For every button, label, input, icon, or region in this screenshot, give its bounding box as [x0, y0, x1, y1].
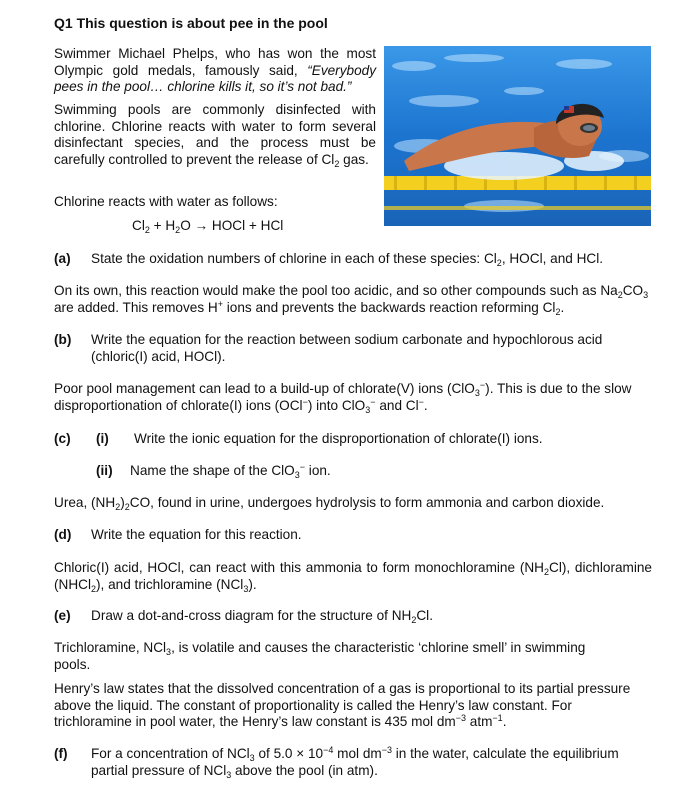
subscript: 3 — [166, 647, 172, 657]
subscript: 2 — [543, 567, 549, 577]
intro-paragraph-reaction: Chlorine reacts with water as follows: — [54, 194, 278, 209]
subscript: 2 — [91, 583, 97, 594]
superscript: −1 — [492, 713, 503, 724]
text: CO, found in urine, undergoes hydrolysis to form ammonia and carbon dioxide. — [129, 495, 605, 510]
text: Cl), dichloramine (NHCl — [54, 560, 652, 592]
text: Draw a dot-and-cross diagram for the structure of NH — [91, 608, 412, 623]
text: ). — [248, 576, 257, 592]
question-label: (d) — [54, 527, 72, 542]
text: . — [502, 714, 507, 730]
paragraph-trichloramine — [54, 640, 624, 673]
subscript: 3 — [294, 470, 300, 480]
intro-paragraph-phelps — [54, 46, 376, 96]
paragraph-buffer — [54, 283, 654, 316]
text: ) — [120, 495, 125, 510]
text: ). This is due to the slow disproportionation of chlorate(I) ions (OCl — [54, 381, 632, 413]
subscript: 2 — [496, 258, 502, 268]
subscript: 3 — [226, 769, 232, 780]
phelps-quote: “Everybody pees in the pool… chlorine kills it, so it’s not bad.” — [54, 62, 376, 95]
intro-text: Swimmer Michael Phelps, who has won the most Olympic gold medals, famously said, — [54, 46, 376, 78]
subquestion-text: Write the ionic equation for the disproportionation of chlorate(I) ions. — [134, 431, 543, 446]
text: + H — [149, 218, 176, 233]
question-label: (b) — [54, 332, 72, 347]
question-title: Q1 This question is about pee in the pool — [54, 15, 328, 31]
subscript: 3 — [249, 753, 255, 763]
text: gas. — [339, 151, 369, 167]
question-label: (c) — [54, 431, 71, 446]
subscript: 3 — [243, 583, 249, 594]
text: Write the equation for the reaction between sodium carbonate and hypochlorous acid — [91, 332, 603, 347]
text: Chloric(I) acid, HOCl, can react with this ammonia to form monochloramine (NH — [54, 560, 544, 575]
subscript: 2 — [411, 615, 417, 625]
superscript: −3 — [455, 713, 466, 724]
text: ), and trichloramine (NCl — [96, 576, 244, 592]
subscript: 2 — [115, 502, 121, 512]
intro-paragraph-chlorine — [54, 102, 376, 168]
superscript: − — [479, 380, 486, 390]
swimmer-photo — [384, 46, 651, 226]
text: atm — [465, 714, 493, 730]
subscript: 2 — [144, 225, 150, 235]
text: Urea, (NH — [54, 495, 116, 510]
text: ) into ClO — [307, 397, 366, 413]
text: mol dm — [333, 746, 382, 761]
superscript: − — [370, 396, 376, 407]
text: For a concentration of NCl — [91, 746, 250, 761]
subscript: 2 — [617, 290, 623, 300]
question-text: Write the equation for this reaction. — [91, 527, 302, 542]
paragraph-henry — [54, 681, 644, 731]
text: (chloric(I) acid, HOCl). — [91, 348, 226, 364]
text: ion. — [305, 463, 331, 478]
text: are added. This removes H — [54, 299, 218, 315]
question-label: (e) — [54, 608, 71, 623]
question-text — [91, 251, 651, 268]
text: in the water, calculate the equilibrium partial pressure of NCl — [91, 746, 619, 778]
swimmer-illustration — [384, 46, 651, 226]
subscript: 3 — [365, 404, 371, 415]
superscript: − — [302, 396, 308, 407]
text: of 5.0 × 10 — [254, 746, 324, 761]
subscript: 2 — [334, 158, 340, 169]
subscript: 2 — [555, 306, 561, 317]
text: Trichloramine, NCl — [54, 640, 167, 655]
text: On its own, this reaction would make the pool too acidic, and so other compounds such as Na — [54, 283, 618, 298]
text: . — [423, 397, 428, 413]
text: ions and prevents the backwards reaction reforming Cl — [222, 299, 556, 315]
subquestion-label: (i) — [96, 431, 109, 446]
text: Cl — [132, 218, 145, 233]
question-label: (a) — [54, 251, 71, 266]
text: Henry’s law states that the dissolved concentration of a gas is proportional to its partial pressure above the liquid. The constant of proportionality is called the Henry’s law constant. For trichloramine in pool water, the Henry’s law constant is 435 mol dm — [54, 681, 631, 730]
text: CO — [622, 283, 644, 298]
subquestion-text — [130, 463, 331, 480]
superscript: − — [418, 396, 424, 407]
subscript: 3 — [643, 290, 649, 300]
superscript: − — [299, 462, 306, 472]
superscript: + — [217, 298, 223, 309]
subscript: 3 — [474, 388, 480, 398]
question-text — [91, 608, 651, 625]
question-label: (f) — [54, 746, 68, 761]
paragraph-urea — [54, 495, 654, 512]
question-text — [91, 746, 656, 779]
superscript: −4 — [323, 745, 334, 755]
text: , is volatile and causes the characteristic ‘chlorine smell’ in swimming pools. — [54, 640, 586, 672]
subscript: 2 — [175, 225, 181, 235]
text: above the pool (in atm). — [231, 762, 378, 778]
question-text — [91, 332, 651, 365]
text: Swimming pools are commonly disinfected with chlorine. Chlorine reacts with water to form several disinfectant species, and the process must be carefully controlled to prevent the release of Cl — [54, 102, 376, 167]
text: and Cl — [375, 397, 419, 413]
text: Cl. — [416, 608, 433, 623]
text: . — [560, 299, 565, 315]
subscript: 2 — [124, 502, 130, 512]
paragraph-chlorate — [54, 381, 654, 414]
text: Poor pool management can lead to a build-up of chlorate(V) ions (ClO — [54, 381, 475, 396]
paragraph-chloramine — [54, 560, 652, 593]
text: State the oxidation numbers of chlorine in each of these species: Cl — [91, 251, 497, 266]
text: , HOCl, and HCl. — [501, 251, 604, 266]
chlorine-water-equation — [132, 218, 283, 235]
text: Name the shape of the ClO — [130, 463, 295, 478]
subquestion-label: (ii) — [96, 463, 113, 478]
superscript: −3 — [381, 745, 392, 755]
text: O → HOCl + HCl — [180, 218, 284, 233]
